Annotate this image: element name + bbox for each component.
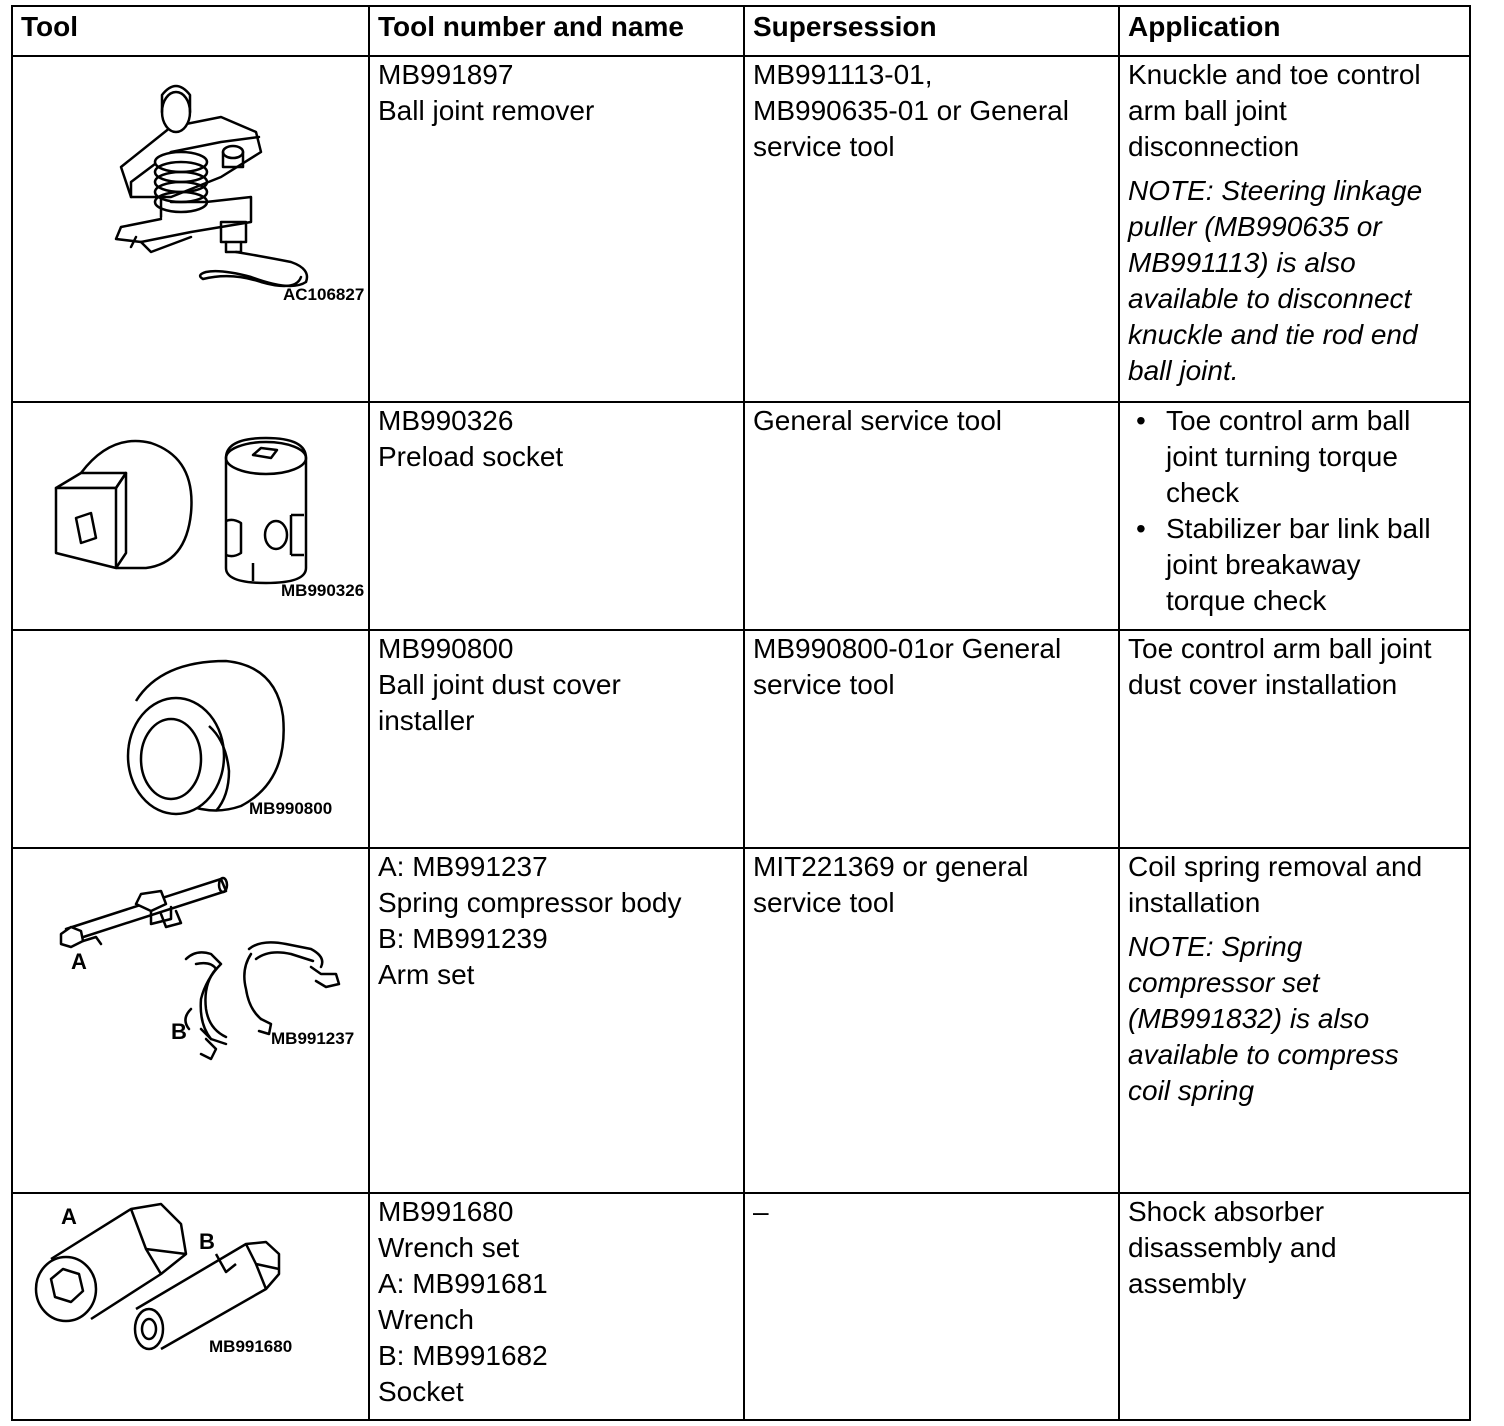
list-item <box>1128 403 1461 511</box>
tool-figure-cell <box>12 56 369 402</box>
note-line: available to disconnect <box>1128 283 1412 314</box>
application-note <box>1128 173 1461 389</box>
tool-name: Socket <box>378 1376 464 1407</box>
tool-number-and-name-cell <box>369 630 744 848</box>
note-line: NOTE: Spring <box>1128 931 1303 962</box>
tool-name: installer <box>378 705 475 736</box>
tool-number: B: MB991239 <box>378 923 548 954</box>
tool-number-and-name-cell <box>369 402 744 630</box>
application-cell <box>1119 1193 1470 1420</box>
wrench-set-illustration <box>21 1194 376 1419</box>
application-line: Knuckle and toe control <box>1128 59 1421 90</box>
note-line: MB991113) is also <box>1128 247 1356 278</box>
tool-number: B: MB991682 <box>378 1340 548 1371</box>
bullet-line: torque check <box>1166 585 1327 616</box>
figure-code: MB991237 <box>271 1029 355 1048</box>
tool-figure-cell <box>12 1193 369 1420</box>
supersession-cell <box>744 56 1119 402</box>
tool-name: Ball joint dust cover <box>378 669 621 700</box>
supersession-cell <box>744 402 1119 630</box>
list-item <box>1128 511 1461 619</box>
tool-name: Wrench set <box>378 1232 520 1263</box>
application-cell <box>1119 402 1470 630</box>
tool-name: Spring compressor body <box>378 887 682 918</box>
note-line: NOTE: Steering linkage <box>1128 175 1423 206</box>
bullet-line: joint turning torque <box>1166 441 1398 472</box>
tool-figure-cell <box>12 630 369 848</box>
tool-number: MB991897 <box>378 59 514 90</box>
preload-socket-illustration <box>21 403 376 629</box>
tool-name: Preload socket <box>378 441 564 472</box>
application-line: Coil spring removal and <box>1128 851 1423 882</box>
table-row <box>12 1193 1470 1420</box>
application-cell <box>1119 56 1470 402</box>
supersession-cell <box>744 630 1119 848</box>
bullet-line: joint breakaway <box>1166 549 1361 580</box>
application-line: assembly <box>1128 1268 1247 1299</box>
dust-cover-installer-illustration <box>21 631 376 847</box>
bullet-line: • Stabilizer bar link ball <box>1166 513 1431 544</box>
supersession-line: MIT221369 or general <box>753 851 1029 882</box>
bullet-line: • Toe control arm ball <box>1166 405 1411 436</box>
part-label-b: B <box>171 1019 187 1044</box>
tool-name: Arm set <box>378 959 475 990</box>
application-line: Shock absorber <box>1128 1196 1325 1227</box>
note-line: ball joint. <box>1128 355 1239 386</box>
application-line: Toe control arm ball joint <box>1128 633 1432 664</box>
application-cell <box>1119 848 1470 1193</box>
supersession-cell <box>744 848 1119 1193</box>
part-label-a: A <box>71 949 87 974</box>
application-cell <box>1119 630 1470 848</box>
supersession-line: MB990800-01or General <box>753 633 1062 664</box>
application-bullets <box>1128 403 1461 619</box>
tool-number: A: MB991681 <box>378 1268 548 1299</box>
tool-name: Wrench <box>378 1304 474 1335</box>
figure-code: MB991680 <box>209 1337 293 1356</box>
table-row <box>12 630 1470 848</box>
table-row <box>12 848 1470 1193</box>
note-line: puller (MB990635 or <box>1128 211 1382 242</box>
note-line: knuckle and tie rod end <box>1128 319 1418 350</box>
note-line: available to compress <box>1128 1039 1399 1070</box>
header-tool-number-and-name: Tool number and name <box>369 6 744 56</box>
supersession-line: service tool <box>753 131 895 162</box>
special-tools-table <box>11 5 1471 1421</box>
note-line: coil spring <box>1128 1075 1255 1106</box>
tool-number-and-name-cell <box>369 1193 744 1420</box>
tool-number: MB990326 <box>378 405 514 436</box>
application-line: disassembly and <box>1128 1232 1337 1263</box>
supersession-line: MB990635-01 or General <box>753 95 1069 126</box>
header-row <box>12 6 1470 56</box>
tool-number: MB990800 <box>378 633 514 664</box>
tool-number: MB991680 <box>378 1196 514 1227</box>
tool-number-and-name-cell <box>369 56 744 402</box>
supersession-line: – <box>753 1196 769 1227</box>
supersession-line: service tool <box>753 887 895 918</box>
part-label-a: A <box>61 1204 77 1229</box>
tool-number: A: MB991237 <box>378 851 548 882</box>
supersession-cell <box>744 1193 1119 1420</box>
bullet-line: check <box>1166 477 1240 508</box>
figure-code: MB990800 <box>249 799 333 818</box>
supersession-line: service tool <box>753 669 895 700</box>
tool-number-and-name-cell <box>369 848 744 1193</box>
header-supersession: Supersession <box>744 6 1119 56</box>
supersession-line: General service tool <box>753 405 1003 436</box>
note-line: (MB991832) is also <box>1128 1003 1370 1034</box>
figure-code: MB990326 <box>281 581 365 600</box>
application-line: arm ball joint <box>1128 95 1287 126</box>
application-line: installation <box>1128 887 1261 918</box>
part-label-b: B <box>199 1229 215 1254</box>
tool-name: Ball joint remover <box>378 95 595 126</box>
ball-joint-remover-illustration <box>21 57 376 401</box>
table-row <box>12 56 1470 402</box>
tool-figure-cell <box>12 402 369 630</box>
application-line: disconnection <box>1128 131 1300 162</box>
table-row <box>12 402 1470 630</box>
figure-code: AC106827 <box>283 285 365 304</box>
tool-figure-cell <box>12 848 369 1193</box>
supersession-line: MB991113-01, <box>753 59 933 90</box>
header-application: Application <box>1119 6 1470 56</box>
spring-compressor-illustration <box>21 849 376 1192</box>
application-note <box>1128 929 1461 1109</box>
application-line: dust cover installation <box>1128 669 1398 700</box>
header-tool: Tool <box>12 6 369 56</box>
note-line: compressor set <box>1128 967 1320 998</box>
